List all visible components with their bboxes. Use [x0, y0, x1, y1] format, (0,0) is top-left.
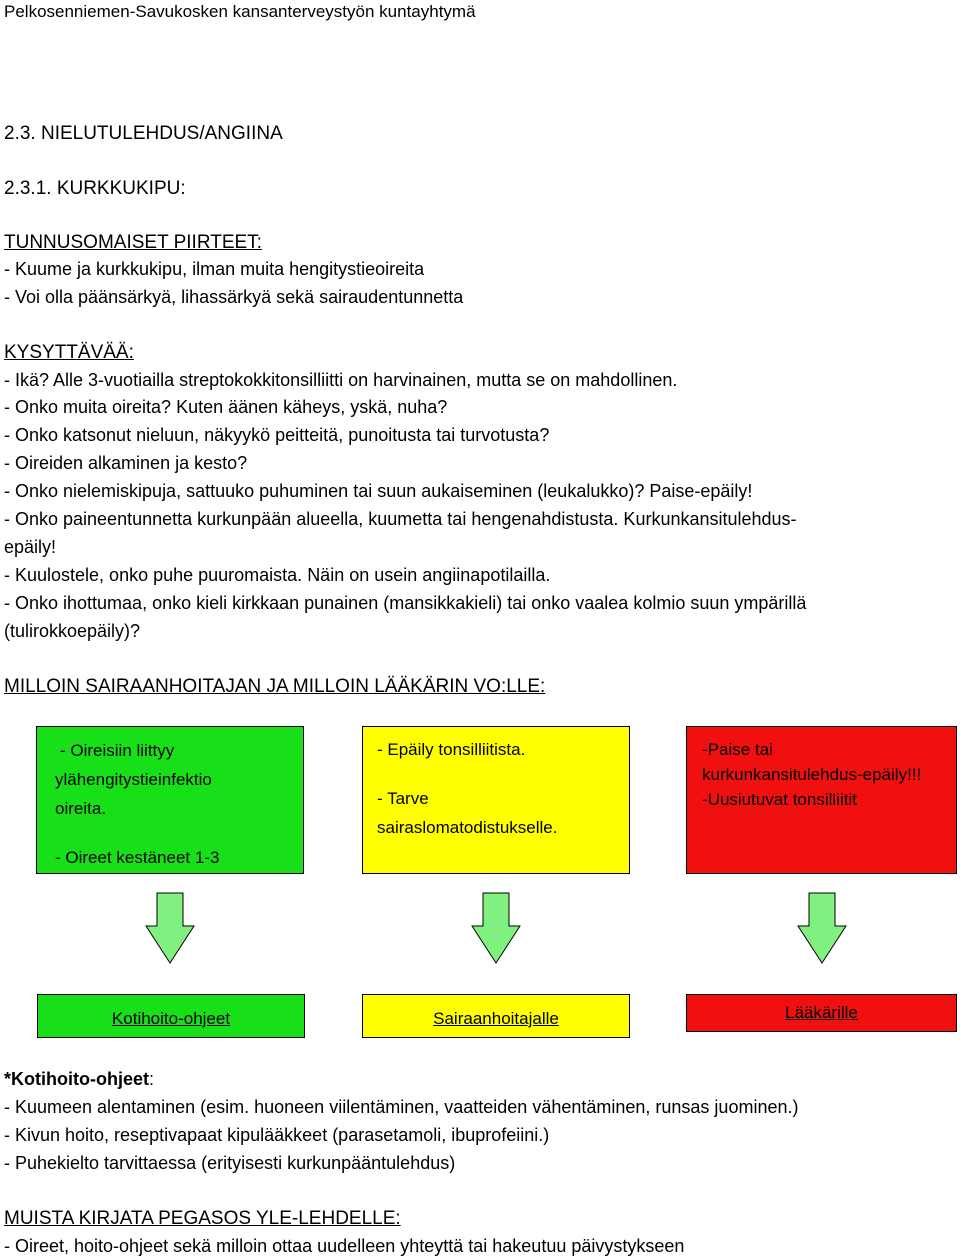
- target-label: Kotihoito-ohjeet: [111, 1009, 231, 1028]
- ask-line: - Kuulostele, onko puhe puuromaista. Näin on usein angiinapotilailla.: [4, 565, 551, 585]
- down-arrow-icon: [471, 892, 521, 964]
- subsection-title: 2.3.1. KURKKUKIPU:: [4, 178, 186, 199]
- ask-line: - Onko katsonut nieluun, näkyykö peitteitä, punoitusta tai turvotusta?: [4, 425, 550, 445]
- red-line: -Uusiutuvat tonsilliitit: [702, 790, 857, 809]
- target-box-doctor: [686, 994, 957, 1032]
- ask-line: - Oireiden alkaminen ja kesto?: [4, 453, 248, 473]
- ask-line: - Onko paineentunnetta kurkunpään alueella, kuumetta tai hengenahdistusta. Kurkunkansitulehdus-: [4, 509, 797, 529]
- target-box-nurse: [362, 994, 630, 1038]
- ask-line: (tulirokkoepäily)?: [4, 621, 141, 641]
- ask-line: epäily!: [4, 537, 57, 557]
- yellow-line: sairaslomatodistukselle.: [377, 818, 558, 837]
- homecare-item: - Kuumeen alentaminen (esim. huoneen viilentäminen, vaatteiden vähentäminen, runsas juominen.): [4, 1097, 799, 1117]
- document-header: Pelkosenniemen-Savukosken kansanterveystyön kuntayhtymä: [4, 2, 476, 21]
- ask-line: - Ikä? Alle 3-vuotiailla streptokokkitonsilliitti on harvinainen, mutta se on mahdollinen.: [4, 370, 678, 390]
- feature-item: - Voi olla päänsärkyä, lihassärkyä sekä sairaudentunnetta: [4, 287, 464, 307]
- homecare-heading-row: [4, 1069, 154, 1090]
- record-line: - Oireet, hoito-ohjeet sekä milloin ottaa uudelleen yhteyttä tai hakeutuu päivystykseen: [4, 1236, 685, 1256]
- red-line: kurkunkansitulehdus-epäily!!!: [702, 765, 922, 784]
- red-criteria-text: [702, 737, 921, 812]
- yellow-line: - Epäily tonsilliitista.: [377, 740, 526, 759]
- ask-line: - Onko muita oireita? Kuten äänen käheys, yskä, nuha?: [4, 397, 448, 417]
- ask-line: - Onko nielemiskipuja, sattuuko puhuminen tai suun aukaiseminen (leukalukko)? Paise-epäily!: [4, 481, 753, 501]
- target-label: Lääkärille: [785, 1003, 858, 1022]
- green-line: - Oireet kestäneet 1-3: [55, 848, 220, 867]
- homecare-item: - Puhekielto tarvittaessa (erityisesti kurkunpääntulehdus): [4, 1153, 456, 1173]
- triage-heading: MILLOIN SAIRAANHOITAJAN JA MILLOIN LÄÄKÄRIN VO:LLE:: [4, 676, 546, 697]
- record-heading: MUISTA KIRJATA PEGASOS YLE-LEHDELLE:: [4, 1208, 401, 1229]
- down-arrow-icon: [797, 892, 847, 964]
- homecare-heading: *Kotihoito-ohjeet: [4, 1069, 149, 1089]
- target-box-home-care: [37, 994, 305, 1038]
- red-line: -Paise tai: [702, 740, 773, 759]
- features-heading: TUNNUSOMAISET PIIRTEET:: [4, 232, 262, 253]
- homecare-item: - Kivun hoito, reseptivapaat kipulääkkeet (parasetamoli, ibuprofeiini.): [4, 1125, 550, 1145]
- green-line: oireita.: [55, 799, 107, 818]
- green-criteria-text: [55, 736, 219, 872]
- homecare-heading-colon: :: [148, 1069, 154, 1089]
- target-label: Sairaanhoitajalle: [433, 1009, 559, 1028]
- ask-line: - Onko ihottumaa, onko kieli kirkkaan punainen (mansikkakieli) tai onko vaalea kolmio suun ympärillä: [4, 593, 807, 613]
- green-line: ylähengitystieinfektio: [55, 770, 212, 789]
- section-title: 2.3. NIELUTULEHDUS/ANGIINA: [4, 123, 283, 144]
- down-arrow-icon: [145, 892, 195, 964]
- ask-heading: KYSYTTÄVÄÄ:: [4, 342, 134, 363]
- yellow-criteria-text: [377, 735, 557, 842]
- green-line: - Oireisiin liittyy: [60, 741, 175, 760]
- yellow-line: - Tarve: [377, 789, 429, 808]
- feature-item: - Kuume ja kurkkukipu, ilman muita hengitystieoireita: [4, 259, 425, 279]
